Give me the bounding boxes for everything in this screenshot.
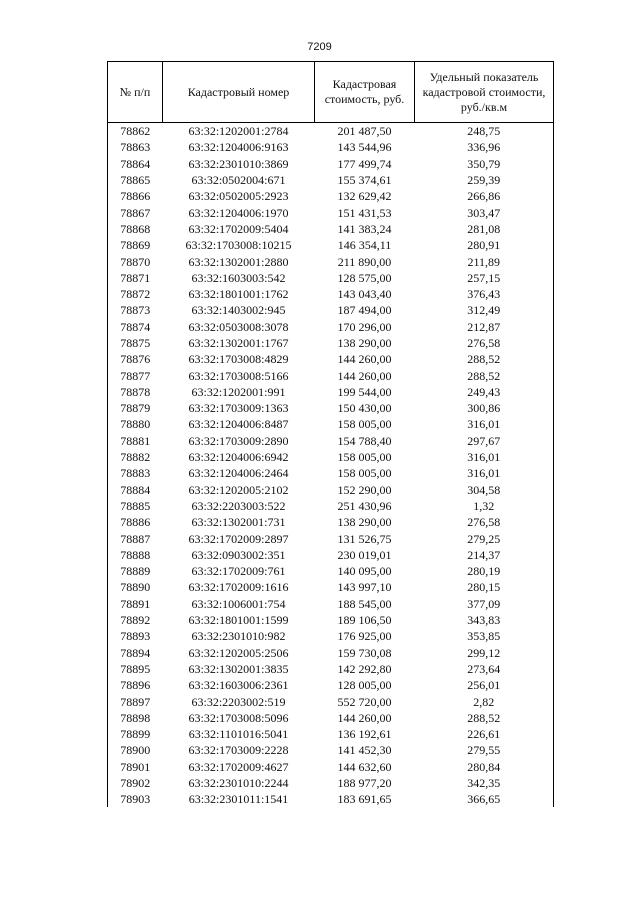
cell-specific-value: 273,64 — [415, 661, 554, 677]
cell-cadastral-number: 63:32:1302001:731 — [191, 515, 286, 530]
table-row — [108, 547, 554, 563]
cell-specific-value: 288,52 — [415, 367, 554, 383]
table-row — [108, 449, 554, 465]
cell-specific-value: 288,52 — [415, 351, 554, 367]
cell-cadastral-value: 138 290,00 — [337, 515, 392, 530]
page-number: 7209 — [307, 41, 332, 53]
table-body — [108, 123, 554, 808]
cell-row-number: 78874 — [108, 319, 163, 335]
cell-specific-value: 297,67 — [415, 433, 554, 449]
cell-cadastral-number: 63:32:1302001:2880 — [188, 254, 289, 269]
table-row — [108, 530, 554, 546]
cell-row-number: 78862 — [108, 123, 163, 140]
cell-cadastral-value: 128 575,00 — [337, 270, 392, 285]
cell-row-number: 78884 — [108, 482, 163, 498]
cell-cadastral-value: 132 629,42 — [337, 189, 392, 204]
cell-cadastral-value: 136 192,61 — [337, 727, 392, 742]
cell-specific-value: 279,25 — [415, 530, 554, 546]
cell-cadastral-value: 144 260,00 — [337, 368, 392, 383]
cell-cadastral-number: 63:32:1603003:542 — [191, 270, 286, 285]
cell-cadastral-number: 63:32:2301011:1541 — [188, 792, 289, 807]
cell-cadastral-value: 158 005,00 — [337, 466, 392, 481]
cell-cadastral-value: 188 545,00 — [337, 596, 392, 611]
cell-cadastral-number: 63:32:1101016:5041 — [188, 727, 289, 742]
cell-specific-value: 376,43 — [415, 286, 554, 302]
cell-row-number: 78895 — [108, 661, 163, 677]
cell-specific-value: 256,01 — [415, 677, 554, 693]
cell-specific-value: 312,49 — [415, 302, 554, 318]
cell-cadastral-value: 144 260,00 — [337, 352, 392, 367]
cell-specific-value: 350,79 — [415, 156, 554, 172]
header-row — [108, 62, 554, 123]
cell-cadastral-number: 63:32:1204006:2464 — [188, 466, 289, 481]
cell-row-number: 78887 — [108, 530, 163, 546]
table-row — [108, 759, 554, 775]
cell-cadastral-number: 63:32:1702009:5404 — [188, 221, 289, 236]
cell-cadastral-number: 63:32:2301010:982 — [191, 629, 286, 644]
cell-row-number: 78869 — [108, 237, 163, 253]
cell-specific-value: 249,43 — [415, 384, 554, 400]
cell-specific-value: 248,75 — [415, 123, 554, 140]
cell-row-number: 78892 — [108, 612, 163, 628]
cell-cadastral-value: 158 005,00 — [337, 450, 392, 465]
cell-cadastral-number: 63:32:2301010:3869 — [188, 156, 289, 171]
cell-specific-value: 214,37 — [415, 547, 554, 563]
cell-specific-value: 226,61 — [415, 726, 554, 742]
cell-cadastral-value: 159 730,08 — [337, 645, 392, 660]
cell-cadastral-number: 63:32:1703008:4829 — [188, 352, 289, 367]
table-row — [108, 710, 554, 726]
cell-row-number: 78893 — [108, 628, 163, 644]
table-row — [108, 384, 554, 400]
cell-row-number: 78885 — [108, 498, 163, 514]
cell-row-number: 78896 — [108, 677, 163, 693]
cell-specific-value: 1,32 — [415, 498, 554, 514]
cell-row-number: 78864 — [108, 156, 163, 172]
cell-specific-value: 299,12 — [415, 645, 554, 661]
cell-specific-value: 259,39 — [415, 172, 554, 188]
cell-cadastral-value: 141 452,30 — [337, 743, 392, 758]
table-row — [108, 661, 554, 677]
cell-row-number: 78890 — [108, 579, 163, 595]
cell-cadastral-value: 128 005,00 — [337, 678, 392, 693]
cell-cadastral-value: 143 544,96 — [337, 140, 392, 155]
cell-row-number: 78881 — [108, 433, 163, 449]
cell-cadastral-value: 176 925,00 — [337, 629, 392, 644]
cell-cadastral-number: 63:32:1204006:9163 — [188, 140, 289, 155]
cell-cadastral-number: 63:32:1702009:4627 — [188, 759, 289, 774]
cell-specific-value: 377,09 — [415, 596, 554, 612]
cell-cadastral-number: 63:32:1006001:754 — [191, 596, 286, 611]
table-row — [108, 465, 554, 481]
table-row — [108, 204, 554, 220]
cell-row-number: 78883 — [108, 465, 163, 481]
table-row — [108, 726, 554, 742]
cell-cadastral-number: 63:32:1703009:1363 — [188, 401, 289, 416]
cell-row-number: 78882 — [108, 449, 163, 465]
cell-row-number: 78901 — [108, 759, 163, 775]
cell-row-number: 78870 — [108, 253, 163, 269]
cell-row-number: 78865 — [108, 172, 163, 188]
table-row — [108, 791, 554, 807]
cell-cadastral-value: 150 430,00 — [337, 401, 392, 416]
table-row — [108, 237, 554, 253]
cell-specific-value: 280,19 — [415, 563, 554, 579]
cell-row-number: 78899 — [108, 726, 163, 742]
cell-cadastral-value: 230 019,01 — [337, 547, 392, 562]
cell-cadastral-number: 63:32:1202005:2102 — [188, 482, 289, 497]
cell-specific-value: 257,15 — [415, 270, 554, 286]
cell-row-number: 78875 — [108, 335, 163, 351]
cell-cadastral-value: 140 095,00 — [337, 564, 392, 579]
cell-row-number: 78886 — [108, 514, 163, 530]
cell-row-number: 78877 — [108, 367, 163, 383]
cell-cadastral-value: 138 290,00 — [337, 336, 392, 350]
table-row — [108, 579, 554, 595]
cell-cadastral-number: 63:32:1302001:3835 — [188, 661, 289, 676]
cell-cadastral-value: 142 292,80 — [337, 661, 392, 676]
cell-cadastral-number: 63:32:1702009:761 — [191, 564, 286, 579]
table-row — [108, 253, 554, 269]
cell-row-number: 78902 — [108, 775, 163, 791]
cell-cadastral-value: 144 260,00 — [337, 710, 392, 725]
cell-row-number: 78863 — [108, 139, 163, 155]
cell-cadastral-number: 63:32:2301010:2244 — [188, 776, 289, 791]
cell-row-number: 78867 — [108, 204, 163, 220]
cell-cadastral-value: 144 632,60 — [337, 759, 392, 774]
table-row — [108, 433, 554, 449]
cell-cadastral-value: 552 720,00 — [337, 694, 392, 709]
cell-cadastral-number: 63:32:1302001:1767 — [188, 336, 289, 350]
table-row — [108, 498, 554, 514]
table-row — [108, 596, 554, 612]
cadastral-value-table — [107, 61, 554, 807]
table-row — [108, 139, 554, 155]
cell-specific-value: 342,35 — [415, 775, 554, 791]
cell-row-number: 78872 — [108, 286, 163, 302]
cell-cadastral-value: 143 997,10 — [337, 580, 392, 595]
table-row — [108, 123, 554, 140]
cell-cadastral-value: 188 977,20 — [337, 776, 392, 791]
cell-cadastral-number: 63:32:1801001:1599 — [188, 613, 289, 628]
cell-row-number: 78876 — [108, 351, 163, 367]
cell-cadastral-value: 183 691,65 — [337, 792, 392, 807]
table-row — [108, 645, 554, 661]
cell-cadastral-number: 63:32:1204006:8487 — [188, 417, 289, 432]
cell-cadastral-value: 158 005,00 — [337, 417, 392, 432]
cell-specific-value: 366,65 — [415, 791, 554, 807]
cell-specific-value: 276,58 — [415, 335, 554, 351]
cell-row-number: 78888 — [108, 547, 163, 563]
cell-specific-value: 353,85 — [415, 628, 554, 644]
cell-row-number: 78868 — [108, 221, 163, 237]
table-row — [108, 286, 554, 302]
cell-cadastral-number: 63:32:1202001:2784 — [188, 124, 289, 139]
cell-specific-value: 336,96 — [415, 139, 554, 155]
table-row — [108, 319, 554, 335]
cell-row-number: 78873 — [108, 302, 163, 318]
cell-cadastral-number: 63:32:1703008:5166 — [188, 368, 289, 383]
cell-cadastral-value: 131 526,75 — [337, 531, 392, 546]
cell-specific-value: 211,89 — [415, 253, 554, 269]
cell-cadastral-number: 63:32:1403002:945 — [191, 303, 286, 318]
table-header — [108, 62, 554, 123]
cell-cadastral-number: 63:32:1702009:1616 — [188, 580, 289, 595]
cell-cadastral-number: 63:32:0502004:671 — [191, 173, 286, 188]
cell-cadastral-value: 141 383,24 — [337, 221, 392, 236]
cell-specific-value: 280,15 — [415, 579, 554, 595]
cell-row-number: 78879 — [108, 400, 163, 416]
table-row — [108, 628, 554, 644]
cell-row-number: 78900 — [108, 742, 163, 758]
cell-specific-value: 212,87 — [415, 319, 554, 335]
cell-specific-value: 304,58 — [415, 482, 554, 498]
table-row — [108, 482, 554, 498]
cell-cadastral-value: 152 290,00 — [337, 482, 392, 497]
cell-cadastral-number: 63:32:0502005:2923 — [188, 189, 289, 204]
cell-specific-value: 281,08 — [415, 221, 554, 237]
cell-row-number: 78866 — [108, 188, 163, 204]
table-row — [108, 563, 554, 579]
cell-cadastral-value: 170 296,00 — [337, 319, 392, 334]
cell-specific-value: 316,01 — [415, 449, 554, 465]
cell-cadastral-number: 63:32:1204006:1970 — [188, 205, 289, 220]
cell-row-number: 78894 — [108, 645, 163, 661]
table-row — [108, 221, 554, 237]
table-row — [108, 612, 554, 628]
cell-specific-value: 276,58 — [415, 514, 554, 530]
cell-cadastral-value: 154 788,40 — [337, 433, 392, 448]
cell-row-number: 78891 — [108, 596, 163, 612]
table-row — [108, 514, 554, 530]
table-row — [108, 677, 554, 693]
header-specific-value: Удельный показатель кадастровой стоимости, руб./кв.м — [415, 62, 554, 123]
cell-specific-value: 279,55 — [415, 742, 554, 758]
cell-specific-value: 280,91 — [415, 237, 554, 253]
table-row — [108, 270, 554, 286]
cell-cadastral-number: 63:32:2203002:519 — [191, 694, 286, 709]
cell-cadastral-value: 155 374,61 — [337, 173, 392, 188]
cell-specific-value: 343,83 — [415, 612, 554, 628]
table-row — [108, 367, 554, 383]
cell-specific-value: 300,86 — [415, 400, 554, 416]
cell-specific-value: 316,01 — [415, 416, 554, 432]
cell-cadastral-value: 143 043,40 — [337, 287, 392, 302]
cell-cadastral-number: 63:32:1703008:5096 — [188, 710, 289, 725]
header-cadastral-value: Кадастровая стоимость, руб. — [315, 62, 415, 123]
cell-specific-value: 266,86 — [415, 188, 554, 204]
table-row — [108, 400, 554, 416]
cell-specific-value: 303,47 — [415, 204, 554, 220]
table-row — [108, 775, 554, 791]
cell-cadastral-number: 63:32:1202001:991 — [191, 384, 286, 399]
cell-specific-value: 288,52 — [415, 710, 554, 726]
cell-cadastral-value: 199 544,00 — [337, 384, 392, 399]
cell-cadastral-value: 146 354,11 — [337, 238, 392, 253]
cell-row-number: 78889 — [108, 563, 163, 579]
cell-cadastral-number: 63:32:1603006:2361 — [188, 678, 289, 693]
cell-cadastral-number: 63:32:0903002:351 — [191, 547, 286, 562]
cell-row-number: 78898 — [108, 710, 163, 726]
cell-cadastral-value: 201 487,50 — [337, 124, 392, 139]
cell-cadastral-value: 211 890,00 — [337, 254, 392, 269]
table-row — [108, 302, 554, 318]
cell-cadastral-number: 63:32:1703009:2228 — [188, 743, 289, 758]
cell-cadastral-number: 63:32:1202005:2506 — [188, 645, 289, 660]
cell-row-number: 78897 — [108, 693, 163, 709]
cell-cadastral-number: 63:32:1801001:1762 — [188, 287, 289, 302]
cell-row-number: 78903 — [108, 791, 163, 807]
table-row — [108, 742, 554, 758]
cell-specific-value: 280,84 — [415, 759, 554, 775]
cell-cadastral-number: 63:32:1702009:2897 — [188, 531, 289, 546]
table-row — [108, 188, 554, 204]
header-cadastral-number: Кадастровый номер — [163, 62, 315, 123]
table-row — [108, 172, 554, 188]
table-row — [108, 335, 554, 351]
cell-cadastral-value: 151 431,53 — [337, 205, 392, 220]
cell-cadastral-value: 189 106,50 — [337, 613, 392, 628]
cell-cadastral-number: 63:32:0503008:3078 — [188, 319, 289, 334]
table-row — [108, 156, 554, 172]
table-row — [108, 416, 554, 432]
header-num: № п/п — [108, 62, 163, 123]
cell-cadastral-number: 63:32:1204006:6942 — [188, 450, 289, 465]
cell-cadastral-number: 63:32:1703008:10215 — [185, 238, 292, 253]
cell-specific-value: 316,01 — [415, 465, 554, 481]
cell-row-number: 78880 — [108, 416, 163, 432]
cell-row-number: 78871 — [108, 270, 163, 286]
cell-cadastral-value: 177 499,74 — [337, 156, 392, 171]
cell-cadastral-value: 251 430,96 — [337, 498, 392, 513]
cell-cadastral-number: 63:32:1703009:2890 — [188, 433, 289, 448]
table-row — [108, 351, 554, 367]
cell-row-number: 78878 — [108, 384, 163, 400]
cell-specific-value: 2,82 — [415, 693, 554, 709]
cell-cadastral-number: 63:32:2203003:522 — [191, 498, 286, 513]
cell-cadastral-value: 187 494,00 — [337, 303, 392, 318]
table-row — [108, 693, 554, 709]
